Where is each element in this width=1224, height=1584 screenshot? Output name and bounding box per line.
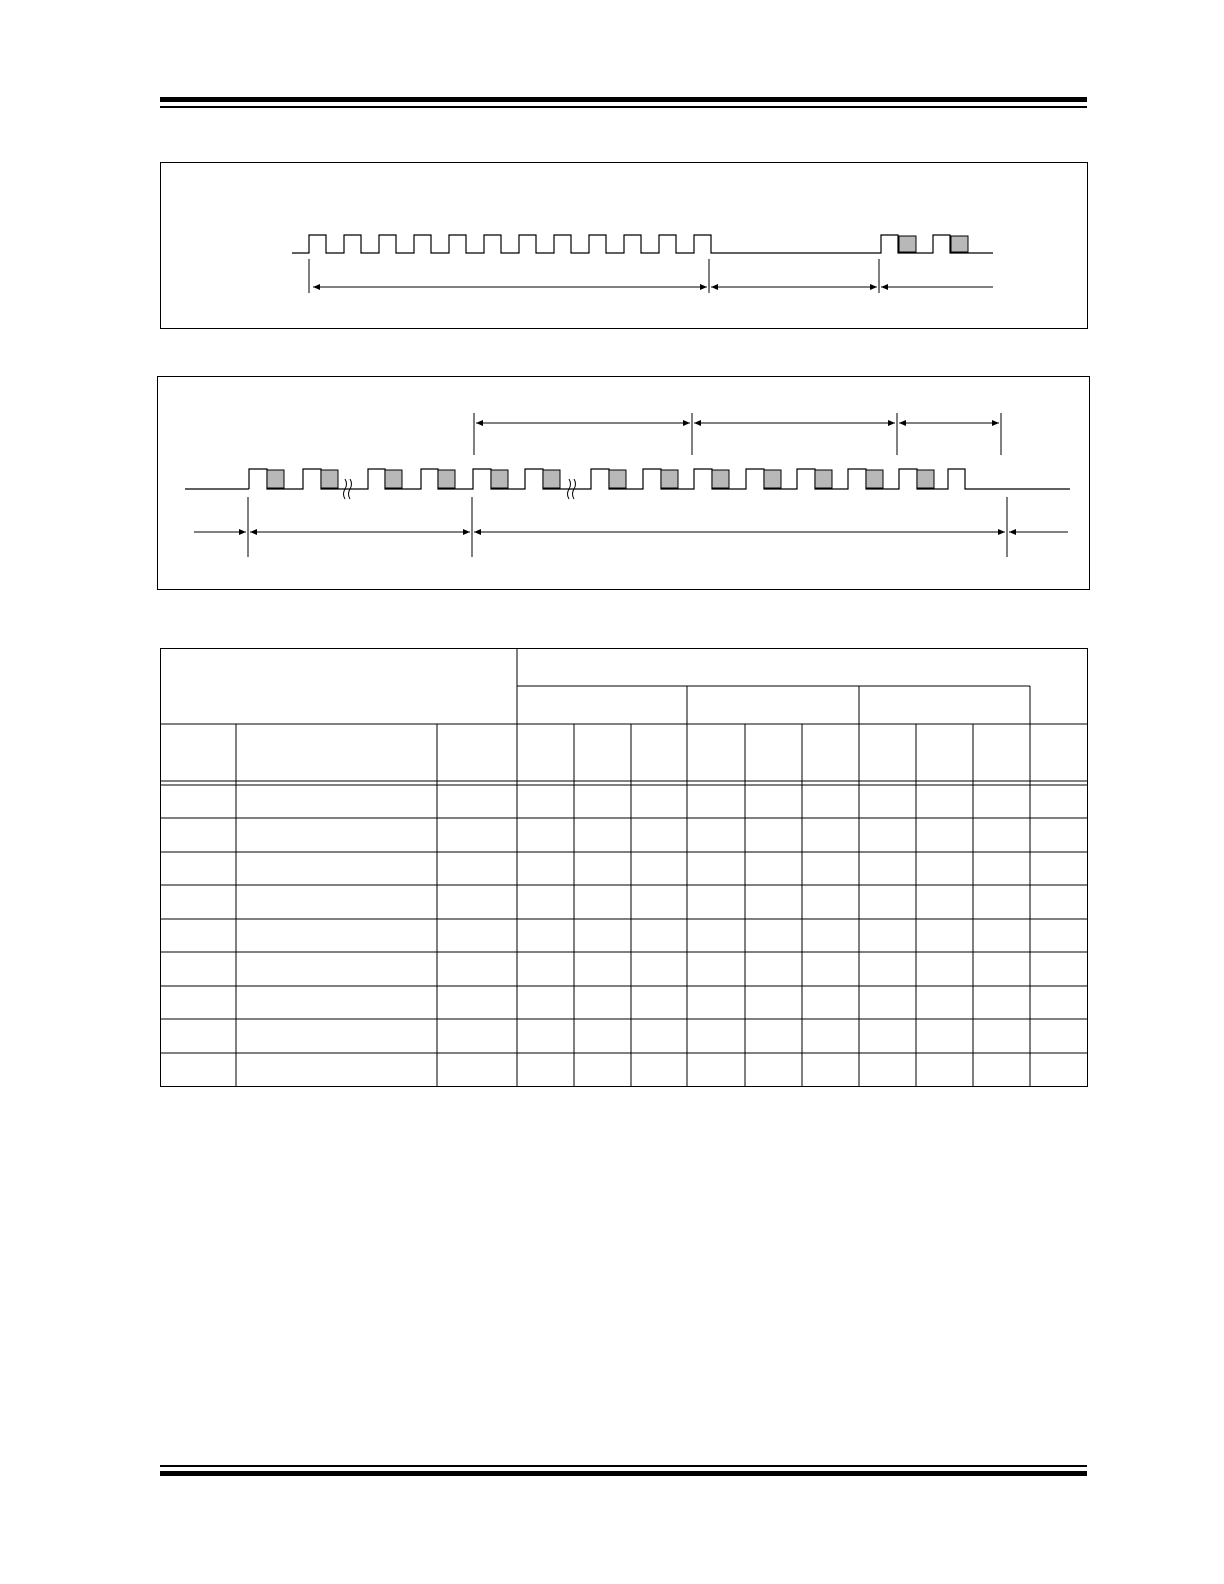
table-border — [161, 649, 1088, 1087]
timing-diagram-1 — [161, 163, 1089, 330]
data-bit-shaded — [951, 236, 968, 252]
timing-diagram-2 — [158, 377, 1091, 591]
span-arrow-lower-1-head-right — [239, 529, 246, 535]
span-arrow-idle-head-right — [870, 284, 877, 290]
data-bit-shaded — [543, 470, 560, 488]
span-arrow-upper-3-head-right — [992, 420, 999, 426]
data-bit-shaded — [866, 470, 883, 488]
span-arrow-clock-head-left — [313, 284, 320, 290]
header-rule-thick — [160, 97, 1087, 102]
span-arrow-clock-head-right — [700, 284, 707, 290]
span-arrow-idle-head-left — [711, 284, 718, 290]
data-bit-shaded — [321, 470, 338, 488]
data-bit-shaded — [438, 470, 455, 488]
clock-waveform — [249, 469, 1070, 489]
data-bit-shaded — [491, 470, 508, 488]
data-bit-shaded — [609, 470, 626, 488]
figure-1-frame — [160, 162, 1088, 329]
span-arrow-lower-2-head-right — [463, 529, 470, 535]
table-grid — [160, 648, 1088, 1087]
data-bit-shaded — [917, 470, 934, 488]
span-arrow-lower-3-head-right — [998, 529, 1005, 535]
data-bit-shaded — [385, 470, 402, 488]
header-rule-thin — [160, 106, 1087, 108]
data-bit-shaded — [815, 470, 832, 488]
data-bit-shaded — [899, 236, 916, 252]
data-bit-shaded — [267, 470, 284, 488]
span-arrow-upper-1-head-right — [683, 420, 690, 426]
span-arrow-upper-1-head-left — [476, 420, 483, 426]
footer-rule-thin — [160, 1465, 1087, 1467]
span-arrow-lower-3-head-left — [474, 529, 481, 535]
span-arrow-lower-2-head-left — [250, 529, 257, 535]
data-bit-shaded — [661, 470, 678, 488]
blank-table — [160, 648, 1088, 1087]
figure-2-frame — [157, 376, 1090, 590]
span-arrow-upper-3-head-left — [899, 420, 906, 426]
span-arrow-data-head-left — [881, 284, 888, 290]
data-bit-shaded — [764, 470, 781, 488]
data-bit-shaded — [712, 470, 729, 488]
clock-waveform — [292, 235, 993, 253]
span-arrow-lower-4-head-left — [1009, 529, 1016, 535]
footer-rule-thick — [160, 1471, 1087, 1476]
span-arrow-upper-2-head-left — [694, 420, 701, 426]
span-arrow-upper-2-head-right — [888, 420, 895, 426]
